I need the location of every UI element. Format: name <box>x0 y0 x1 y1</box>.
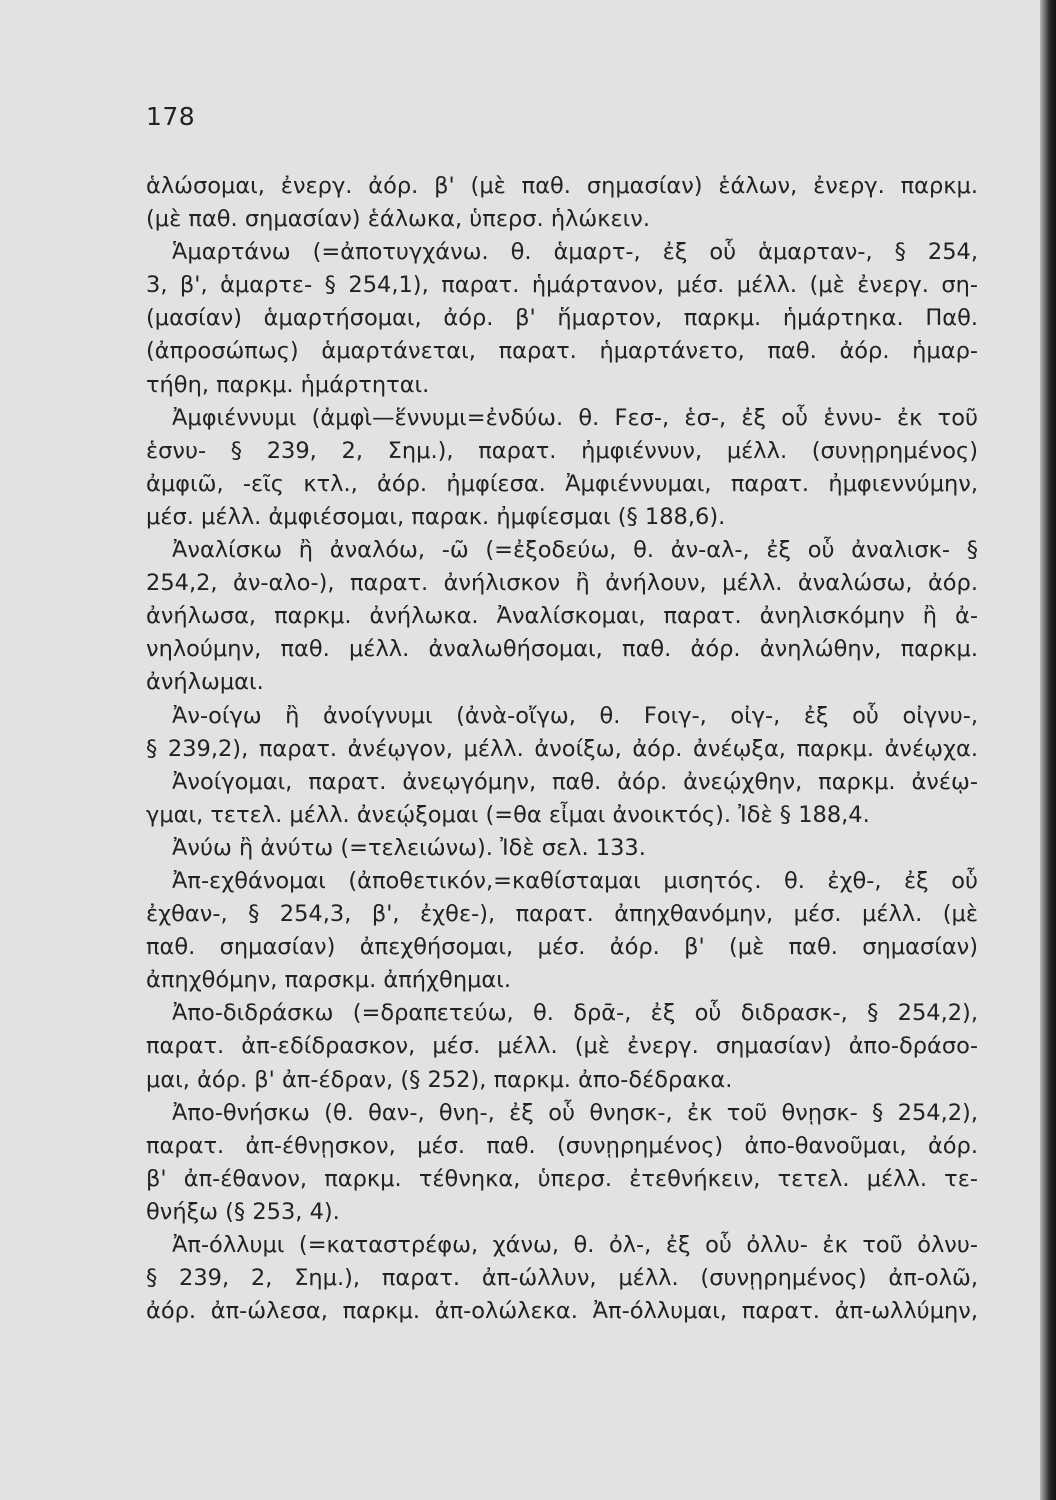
text-line: νηλούμην, παθ. μέλλ. ἀναλωθήσομαι, παθ. ἀόρ. ἀνηλώθην, παρκμ. <box>146 636 978 663</box>
text-line: Ἁμαρτάνω (=ἀποτυγχάνω. θ. ἁμαρτ-, ἐξ οὗ ἁμαρταν-, § 254, <box>172 239 978 266</box>
page-binding-shadow <box>1040 0 1056 1500</box>
text-line: τήθη, παρκμ. ἡμάρτηται. <box>146 371 430 398</box>
text-line: (ἀπροσώπως) ἁμαρτάνεται, παρατ. ἡμαρτάνετο, παθ. ἀόρ. ἡμαρ- <box>146 338 978 365</box>
text-line: ἁλώσομαι, ἐνεργ. ἀόρ. β' (μὲ παθ. σημασίαν) ἑάλων, ἐνεργ. παρκμ. <box>146 173 978 199</box>
text-line: Ἀνύω ἢ ἀνύτω (=τελειώνω). Ἰδὲ σελ. 133. <box>172 834 646 861</box>
text-line: παρατ. ἀπ-έθνῃσκον, μέσ. παθ. (συνῃρημένος) ἀπο-θανοῦμαι, ἀόρ. <box>146 1132 978 1159</box>
text-line: Ἀπο-διδράσκω (=δραπετεύω, θ. δρᾱ-, ἐξ οὗ διδρασκ-, § 254,2), <box>172 1000 978 1027</box>
text-line: Ἀνοίγομαι, παρατ. ἀνεῳγόμην, παθ. ἀόρ. ἀνεῴχθην, παρκμ. ἀνέῳ- <box>172 768 978 795</box>
text-line: ἀνήλωσα, παρκμ. ἀνήλωκα. Ἀναλίσκομαι, παρατ. ἀνηλισκόμην ἢ ἀ- <box>146 603 978 630</box>
text-line: γμαι, τετελ. μέλλ. ἀνεῴξομαι (=θα εἶμαι ἀνοικτός). Ἰδὲ § 188,4. <box>146 801 870 828</box>
text-line: ἑσνυ- § 239, 2, Σημ.), παρατ. ἠμφιέννυν, μέλλ. (συνῃρημένος) <box>146 437 978 464</box>
text-line: θνήξω (§ 253, 4). <box>146 1198 340 1225</box>
text-line: ἀνήλωμαι. <box>146 669 264 696</box>
text-line: Ἀπ-όλλυμι (=καταστρέφω, χάνω, θ. ὀλ-, ἐξ οὗ ὀλλυ- ἐκ τοῦ ὀλνυ- <box>172 1232 978 1258</box>
text-line: ἀόρ. ἀπ-ώλεσα, παρκμ. ἀπ-ολώλεκα. Ἀπ-όλλυμαι, παρατ. ἀπ-ωλλύμην, <box>146 1298 978 1325</box>
text-line: β' ἀπ-έθανον, παρκμ. τέθνηκα, ὑπερσ. ἐτεθνήκειν, τετελ. μέλλ. τε- <box>146 1165 978 1192</box>
text-line: μέσ. μέλλ. ἀμφιέσομαι, παρακ. ἠμφίεσμαι (§ 188,6). <box>146 503 726 530</box>
text-line: (μὲ παθ. σημασίαν) ἑάλωκα, ὑπερσ. ἡλώκειν. <box>146 206 651 233</box>
page-text <box>146 170 978 1328</box>
text-line: Ἀπο-θνήσκω (θ. θαν-, θνη-, ἐξ οὗ θνησκ-, ἐκ τοῦ θνῃσκ- § 254,2), <box>172 1099 978 1126</box>
text-line: (μασίαν) ἁμαρτήσομαι, ἀόρ. β' ἥμαρτον, παρκμ. ἡμάρτηκα. Παθ. <box>146 305 978 332</box>
text-line: Ἀμφιέννυμι (ἀμφὶ—ἕννυμι=ἐνδύω. θ. Fεσ-, ἑσ-, ἐξ οὗ ἑννυ- ἐκ τοῦ <box>172 404 978 431</box>
text-line: Ἀν-οίγω ἢ ἀνοίγνυμι (ἀνὰ-οἴγω, θ. Fοιγ-, οἰγ-, ἐξ οὗ οἰγνυ-, <box>172 702 978 729</box>
text-line: 254,2, ἀν-αλο-), παρατ. ἀνήλισκον ἢ ἀνήλουν, μέλλ. ἀναλώσω, ἀόρ. <box>146 570 978 597</box>
text-line: Ἀπ-εχθάνομαι (ἀποθετικόν,=καθίσταμαι μισητός. θ. ἐχθ-, ἐξ οὗ <box>172 867 978 894</box>
page-number: 178 <box>146 102 196 131</box>
text-line: παρατ. ἀπ-εδίδρασκον, μέσ. μέλλ. (μὲ ἐνεργ. σημασίαν) ἀπο-δράσο- <box>146 1033 978 1060</box>
text-line: ἀπηχθόμην, παρσκμ. ἀπήχθημαι. <box>146 967 511 994</box>
text-line: Ἀναλίσκω ἢ ἀναλόω, -ῶ (=ἐξοδεύω, θ. ἀν-αλ-, ἐξ οὗ ἀναλισκ- § <box>172 537 978 564</box>
text-line: § 239, 2, Σημ.), παρατ. ἀπ-ώλλυν, μέλλ. (συνῃρημένος) ἀπ-ολῶ, <box>146 1265 978 1292</box>
text-line: § 239,2), παρατ. ἀνέῳγον, μέλλ. ἀνοίξω, ἀόρ. ἀνέῳξα, παρκμ. ἀνέῳχα. <box>146 735 978 762</box>
text-line: παθ. σημασίαν) ἀπεχθήσομαι, μέσ. ἀόρ. β' (μὲ παθ. σημασίαν) <box>146 934 978 961</box>
text-line: 3, β', ἁμαρτε- § 254,1), παρατ. ἡμάρτανον, μέσ. μέλλ. (μὲ ἐνεργ. ση- <box>146 272 978 299</box>
text-line: μαι, ἀόρ. β' ἀπ-έδραν, (§ 252), παρκμ. ἀπο-δέδρακα. <box>146 1066 733 1093</box>
text-line: ἀμφιῶ, -εῖς κτλ., ἀόρ. ἠμφίεσα. Ἀμφιέννυμαι, παρατ. ἠμφιεννύμην, <box>146 470 978 497</box>
text-line: ἐχθαν-, § 254,3, β', ἐχθε-), παρατ. ἀπηχθανόμην, μέσ. μέλλ. (μὲ <box>146 901 978 928</box>
